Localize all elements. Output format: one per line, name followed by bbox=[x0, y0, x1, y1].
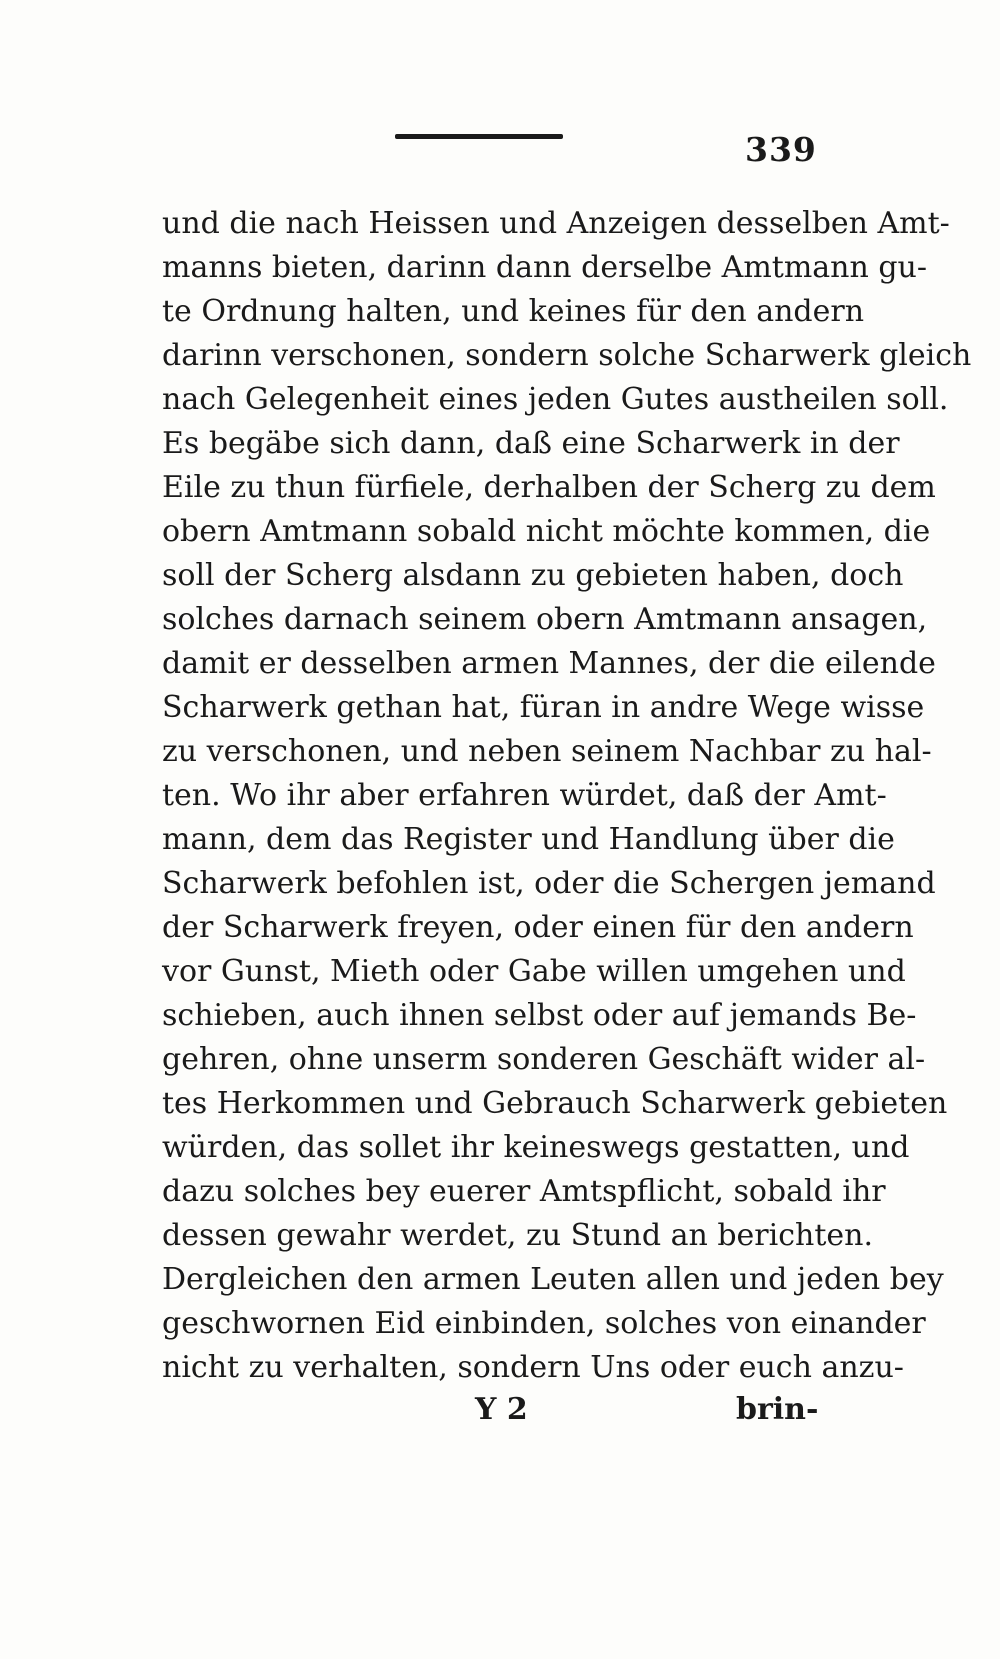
text-line: nicht zu verhalten, sondern Uns oder euch anzu- bbox=[162, 1350, 904, 1385]
page-number: 339 bbox=[745, 130, 817, 169]
text-line: gehren, ohne unserm sonderen Geschäft wider al- bbox=[162, 1042, 926, 1077]
body-text bbox=[162, 202, 972, 1390]
text-line: tes Herkommen und Gebrauch Scharwerk gebieten bbox=[162, 1086, 948, 1121]
text-line: te Ordnung halten, und keines für den andern bbox=[162, 294, 865, 329]
text-line: und die nach Heissen und Anzeigen desselben Amt- bbox=[162, 206, 950, 241]
text-line: obern Amtmann sobald nicht möchte kommen, die bbox=[162, 514, 931, 549]
text-line: solches darnach seinem obern Amtmann ansagen, bbox=[162, 602, 928, 637]
catchword: brin- bbox=[736, 1392, 819, 1427]
text-line: Scharwerk befohlen ist, oder die Schergen jemand bbox=[162, 866, 936, 901]
text-line: schieben, auch ihnen selbst oder auf jemands Be- bbox=[162, 998, 917, 1033]
header-rule bbox=[395, 134, 563, 139]
text-line: mann, dem das Register und Handlung über die bbox=[162, 822, 895, 857]
text-line: soll der Scherg alsdann zu gebieten haben, doch bbox=[162, 558, 904, 593]
text-line: Eile zu thun fürfiele, derhalben der Scherg zu dem bbox=[162, 470, 936, 505]
text-line: Scharwerk gethan hat, füran in andre Wege wisse bbox=[162, 690, 925, 725]
text-line: dazu solches bey euerer Amtspflicht, sobald ihr bbox=[162, 1174, 886, 1209]
text-line: ten. Wo ihr aber erfahren würdet, daß der Amt- bbox=[162, 778, 887, 813]
text-line: geschwornen Eid einbinden, solches von einander bbox=[162, 1306, 926, 1341]
text-line: nach Gelegenheit eines jeden Gutes austheilen soll. bbox=[162, 382, 949, 417]
text-line: zu verschonen, und neben seinem Nachbar zu hal- bbox=[162, 734, 932, 769]
text-line: vor Gunst, Mieth oder Gabe willen umgehen und bbox=[162, 954, 906, 989]
text-line: dessen gewahr werdet, zu Stund an berichten. bbox=[162, 1218, 874, 1253]
signature-mark: Y 2 bbox=[475, 1392, 528, 1427]
text-line: darinn verschonen, sondern solche Scharwerk gleich bbox=[162, 338, 972, 373]
text-line: würden, das sollet ihr keineswegs gestatten, und bbox=[162, 1130, 910, 1165]
text-line: manns bieten, darinn dann derselbe Amtmann gu- bbox=[162, 250, 928, 285]
text-line: damit er desselben armen Mannes, der die eilende bbox=[162, 646, 936, 681]
text-line: Es begäbe sich dann, daß eine Scharwerk in der bbox=[162, 426, 900, 461]
text-line: der Scharwerk freyen, oder einen für den andern bbox=[162, 910, 914, 945]
text-line: Dergleichen den armen Leuten allen und jeden bey bbox=[162, 1262, 944, 1297]
